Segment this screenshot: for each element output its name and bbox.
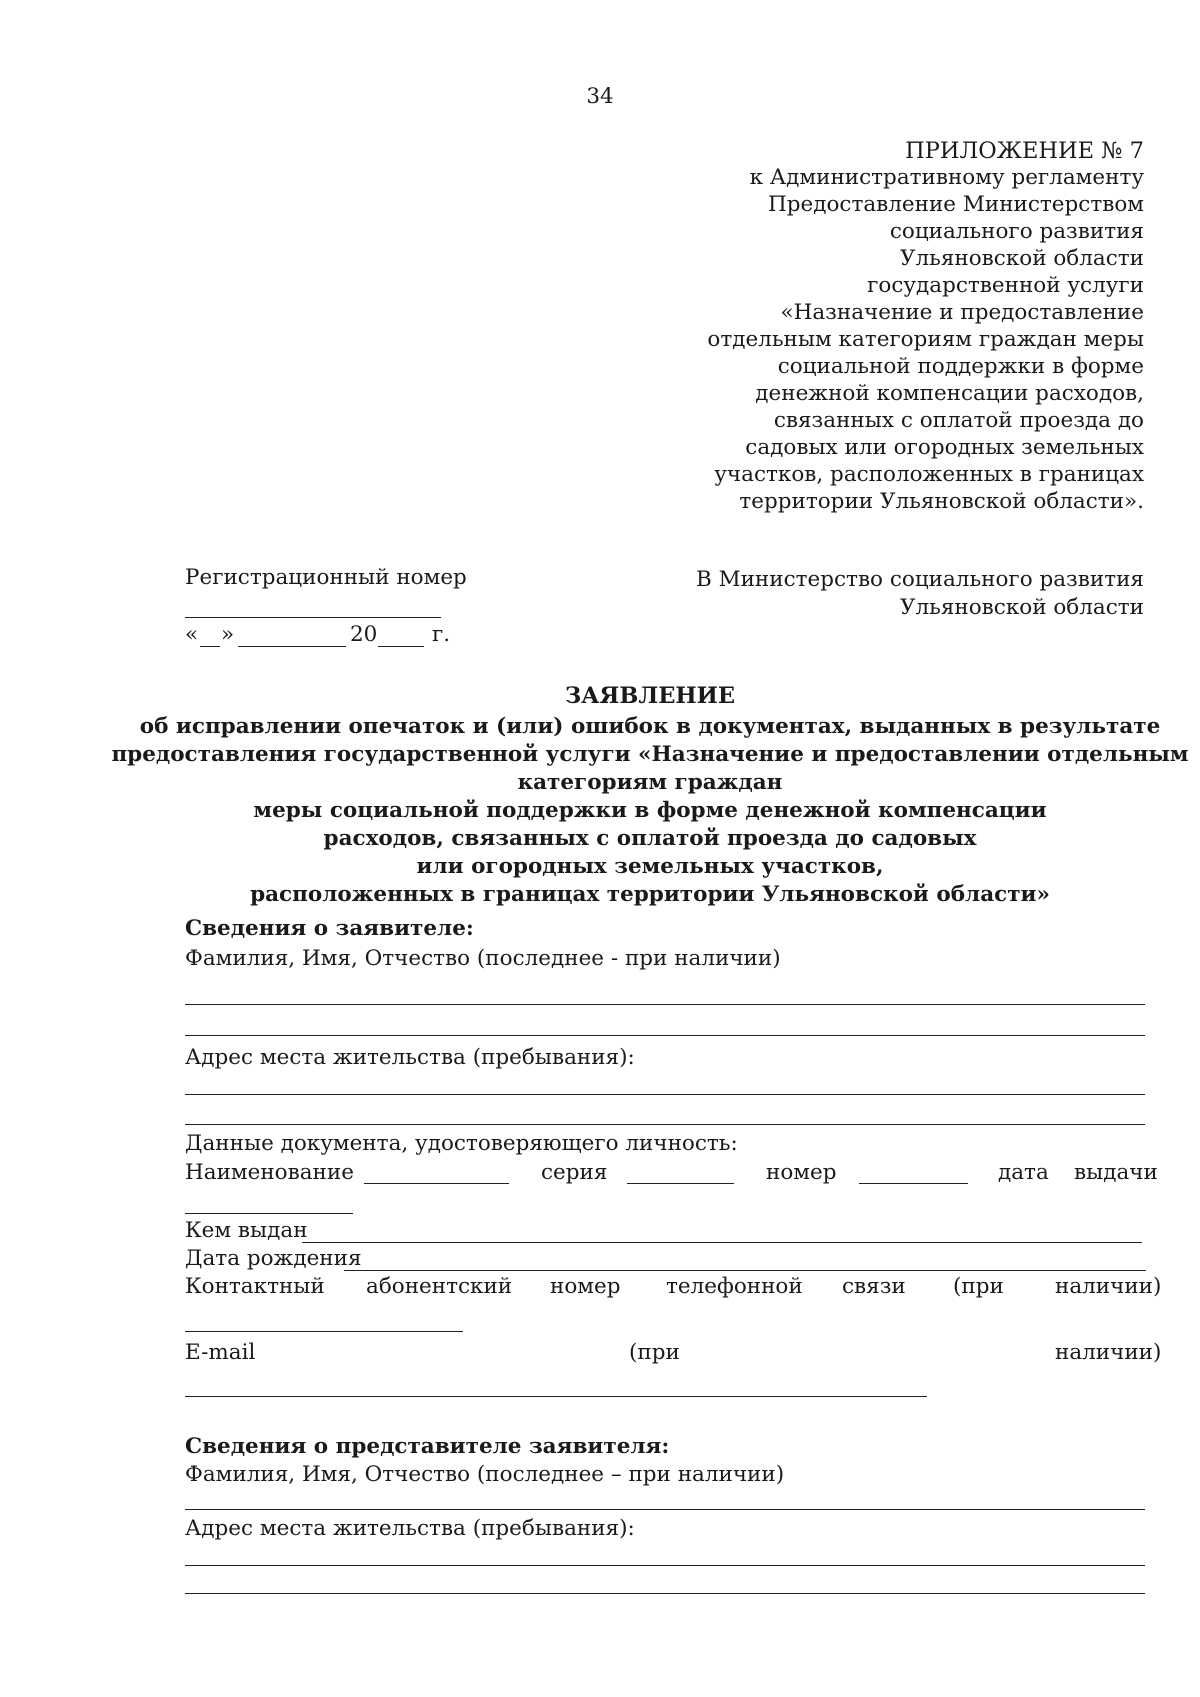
applicant-address-field-2[interactable]	[185, 1124, 1145, 1125]
email-note-2: наличии)	[1055, 1340, 1162, 1365]
id-doc-name-label: Наименование	[185, 1160, 354, 1185]
representative-fio-label: Фамилия, Имя, Отчество (последнее – при наличии)	[185, 1462, 785, 1487]
statement-subtitle-line: меры социальной поддержки в форме денежной компенсации	[253, 798, 1047, 823]
id-doc-label: Данные документа, удостоверяющего личность:	[185, 1131, 738, 1156]
issued-by-field[interactable]	[302, 1242, 1142, 1243]
registration-year-field[interactable]	[378, 646, 424, 647]
appendix-line: садовых или огородных земельных	[745, 435, 1144, 460]
appendix-line: социальной поддержки в форме	[777, 354, 1144, 379]
email-note: (при	[629, 1340, 680, 1365]
statement-subtitle-line: или огородных земельных участков,	[416, 854, 884, 879]
applicant-heading: Сведения о заявителе:	[185, 916, 474, 941]
id-doc-number-label: номер	[766, 1160, 837, 1185]
appendix-line: территории Ульяновской области».	[739, 489, 1144, 514]
applicant-address-label: Адрес места жительства (пребывания):	[185, 1045, 635, 1070]
id-doc-series-label: серия	[541, 1160, 608, 1185]
statement-subtitle-line: категориям граждан	[517, 770, 783, 795]
appendix-line: денежной компенсации расходов,	[755, 381, 1144, 406]
appendix-line: социального развития	[889, 219, 1144, 244]
appendix-line: отдельным категориям граждан меры	[707, 327, 1144, 352]
registration-label: Регистрационный номер	[185, 565, 467, 590]
id-doc-name-field[interactable]	[364, 1183, 509, 1184]
email-field[interactable]	[185, 1396, 927, 1397]
phone-label-word: абонентский	[366, 1274, 513, 1299]
id-doc-series-field[interactable]	[627, 1183, 734, 1184]
statement-title: ЗАЯВЛЕНИЕ	[564, 683, 736, 709]
appendix-title: ПРИЛОЖЕНИЕ № 7	[905, 138, 1144, 164]
phone-label-word: Контактный	[185, 1274, 325, 1299]
phone-label-word: номер	[550, 1274, 621, 1299]
statement-subtitle-line: расположенных в границах территории Ульяновской области»	[250, 882, 1050, 907]
appendix-line: связанных с оплатой проезда до	[773, 408, 1144, 433]
page-number: 34	[586, 84, 614, 109]
representative-address-label: Адрес места жительства (пребывания):	[185, 1516, 635, 1541]
registration-date-close: »	[221, 622, 235, 647]
phone-label-word: (при	[953, 1274, 1004, 1299]
representative-address-field-2[interactable]	[185, 1593, 1145, 1594]
phone-label-word: телефонной	[666, 1274, 803, 1299]
statement-subtitle-line: об исправлении опечаток и (или) ошибок в документах, выданных в результате	[139, 714, 1161, 739]
registration-number-field[interactable]	[185, 617, 441, 618]
appendix-line: участков, расположенных в границах	[714, 462, 1144, 487]
applicant-fio-field-2[interactable]	[185, 1035, 1145, 1036]
appendix-line: к Административному регламенту	[749, 165, 1144, 190]
registration-year-suffix: г.	[432, 622, 451, 647]
appendix-line: Ульяновской области	[899, 246, 1144, 271]
appendix-line: государственной услуги	[867, 273, 1144, 298]
addressee-line: В Министерство социального развития	[695, 567, 1144, 592]
addressee-line: Ульяновской области	[899, 595, 1144, 620]
statement-subtitle	[0, 716, 1200, 912]
applicant-address-field[interactable]	[185, 1094, 1145, 1095]
representative-address-field[interactable]	[185, 1565, 1145, 1566]
registration-date-open: «	[185, 622, 199, 647]
appendix-block	[600, 140, 1144, 518]
email-label: E-mail	[185, 1340, 256, 1365]
applicant-fio-label: Фамилия, Имя, Отчество (последнее - при наличии)	[185, 946, 781, 971]
statement-subtitle-line: предоставления государственной услуги «Назначение и предоставлении отдельным	[111, 742, 1189, 767]
birth-date-field[interactable]	[344, 1270, 1146, 1271]
phone-label-word: связи	[842, 1274, 906, 1299]
phone-label-word: наличии)	[1055, 1274, 1162, 1299]
registration-day-field[interactable]	[200, 646, 220, 647]
phone-field[interactable]	[185, 1331, 463, 1332]
representative-fio-field[interactable]	[185, 1509, 1145, 1510]
id-doc-issue-date-label-2: выдачи	[1074, 1160, 1158, 1185]
appendix-line: Предоставление Министерством	[767, 192, 1144, 217]
appendix-line: «Назначение и предоставление	[780, 300, 1144, 325]
birth-date-label: Дата рождения	[185, 1246, 362, 1271]
id-doc-issue-date-field[interactable]	[185, 1213, 353, 1214]
id-doc-issue-date-label: дата	[998, 1160, 1049, 1185]
representative-heading: Сведения о представителе заявителя:	[185, 1434, 670, 1459]
applicant-fio-field[interactable]	[185, 1004, 1145, 1005]
registration-month-field[interactable]	[238, 646, 346, 647]
statement-subtitle-line: расходов, связанных с оплатой проезда до садовых	[323, 826, 977, 851]
registration-year-prefix: 20	[350, 622, 378, 647]
issued-by-label: Кем выдан	[185, 1218, 308, 1243]
id-doc-number-field[interactable]	[859, 1183, 968, 1184]
